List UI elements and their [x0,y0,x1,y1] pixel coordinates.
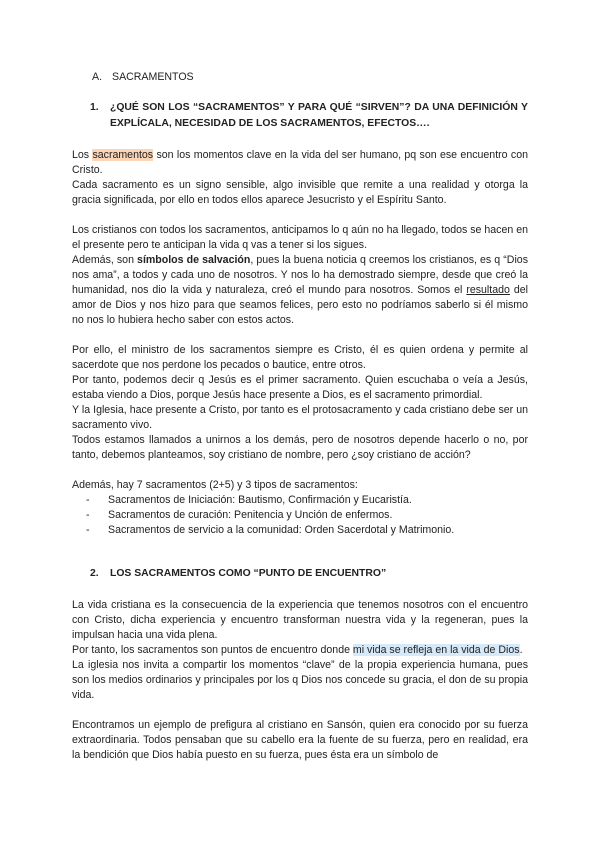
text-run: Por tanto, los sacramentos son puntos de encuentro donde [72,644,353,656]
highlighted-term: sacramentos [92,149,154,161]
heading-text: ¿QUÉ SON LOS “SACRAMENTOS” Y PARA QUÉ “SIRVEN”? DA UNA DEFINICIÓN Y EXPLÍCALA, NECESIDAD DE LOS SACRAMENTOS, EFECTOS…. [110,102,528,129]
paragraph-4 [72,253,528,328]
paragraph-8: Todos estamos llamados a unirnos a los demás, pero de nosotros depende hacerlo o no, por tanto, debemos planteamos, soy cristiano de nombre, pero ¿soy cristiano de acción? [72,434,528,461]
heading-number: 2. [90,568,99,579]
paragraph-10: La vida cristiana es la consecuencia de la experiencia que tenemos nosotros con el encuentro con Cristo, dicha experiencia y encuentro transforman nuestra vida y la regeneran, pues la impulsan hacia una vida plena. [72,599,528,641]
text-run: Los [72,149,93,161]
text-run: . [519,644,523,656]
text-run: Además, son [72,254,138,266]
heading-text: LOS SACRAMENTOS COMO “PUNTO DE ENCUENTRO” [110,568,387,579]
list-item-text: Sacramentos de servicio a la comunidad: Orden Sacerdotal y Matrimonio. [108,524,455,536]
sacrament-types-list [72,493,528,538]
text-run: son los momentos clave en la vida del ser humano, pq son ese encuentro con Cristo. [72,149,528,176]
list-marker: - [86,524,90,536]
paragraph-11 [72,643,528,658]
paragraph-2: Cada sacramento es un signo sensible, algo invisible que remite a una realidad y otorga la gracia significada, por ello en todos ellos aparece Jesucristo y el Espíritu Santo. [72,179,528,206]
paragraph-5: Por ello, el ministro de los sacramentos siempre es Cristo, él es quien ordena y permite al sacerdote que nos perdone los pecados o bautice, entre otros. [72,344,528,371]
list-item [86,508,528,523]
paragraph-7: Y la Iglesia, hace presente a Cristo, por tanto es el protosacramento y cada cristiano debe ser un sacramento vivo. [72,404,528,431]
heading-number: 1. [90,102,99,113]
list-item-text: Sacramentos de Iniciación: Bautismo, Confirmación y Eucaristía. [108,494,412,506]
text-run: , pues la buena noticia q creemos los cristianos, es q “Dios nos ama”, a todos y cada uno de nosotros. Y nos lo ha demostrado siempre, desde que creó la humanidad, nos dio la vida y naturaleza, creó el mundo para nosotros. Somos el [72,254,528,296]
paragraph-12: La iglesia nos invita a compartir los momentos “clave” de la propia experiencia humana, pues son los medios ordinarios y principales por los q Dios nos concede su gracia, el don de su propia vida. [72,659,528,701]
underlined-term: resultado [466,284,510,296]
paragraph-13: Encontramos un ejemplo de prefigura al cristiano en Sansón, quien era conocido por su fuerza extraordinaria. Todos pensaban que su cabello era la fuente de su fuerza, pero en realidad, era la bendición que Dios había puesto en su fuerza, pues ésta era un símbolo de [72,719,528,761]
paragraph-9: Además, hay 7 sacramentos (2+5) y 3 tipos de sacramentos: [72,479,358,491]
paragraph-3: Los cristianos con todos los sacramentos, anticipamos lo q aún no ha llegado, todos se hacen en el presente pero te anticipan la vida q vas a tener si los sigues. [72,224,528,251]
list-marker: - [86,509,90,521]
section-title: SACRAMENTOS [112,71,194,83]
paragraph-6: Por tanto, podemos decir q Jesús es el primer sacramento. Quien escuchaba o veía a Jesús, estaba viendo a Dios, porque Jesús hace presente a Dios, es el sacramento primordial. [72,374,528,401]
bold-term: símbolos de salvación [137,254,251,266]
list-marker: - [86,494,90,506]
section-letter: A. [92,71,103,83]
question-heading-2 [90,566,528,582]
list-item [86,493,528,508]
list-item [86,523,528,538]
paragraph-1 [72,148,528,178]
section-a-title [92,70,528,85]
text-run: del amor de Dios y nos hizo para que seamos felices, pero esto no podríamos saberlo si él mismo no nos lo hubiera hecho saber con estos actos. [72,284,528,326]
list-item-text: Sacramentos de curación: Penitencia y Unción de enfermos. [108,509,393,521]
question-heading-1 [90,100,528,132]
highlighted-phrase: mi vida se refleja en la vida de Dios [352,644,520,656]
